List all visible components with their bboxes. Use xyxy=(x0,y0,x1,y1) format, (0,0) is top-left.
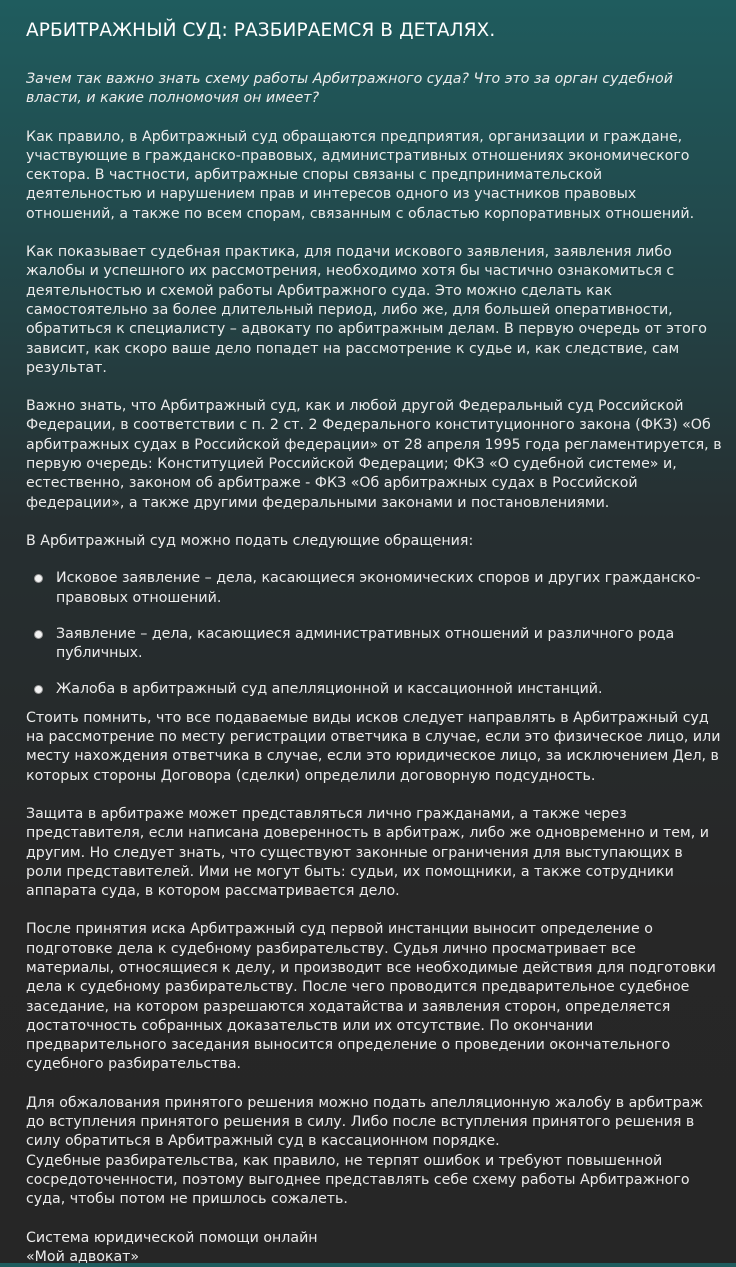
list-intro: В Арбитражный суд можно подать следующие обращения: xyxy=(26,532,474,549)
closing-paragraph: Судебные разбирательства, как правило, не терпят ошибок и требуют повышенной сосредоточенности, поэтому выгоднее представлять себе схему работы Арбитражного суда, чтобы потом не пришлось сожалеть. xyxy=(26,1152,690,1208)
list-item-text: Жалоба в арбитражный суд апелляционной и кассационной инстанций. xyxy=(56,681,603,698)
paragraph: Как показывает судебная практика, для подачи искового заявления, заявления либо жалобы и успешного их рассмотрения, необходимо хотя бы частично ознакомиться с деятельностью и схемой работы Арбитражного суда. Это можно сделать как самостоятельно за более длительный период, либо же, для большей оперативности, обратиться к специалисту – адвокату по арбитражным делам. В первую очередь от этого зависит, как скоро ваше дело попадет на рассмотрение к судье и, как следствие, сам результат. xyxy=(26,244,707,376)
paragraph: Для обжалования принятого решения можно подать апелляционную жалобу в арбитраж до вступления принятого решения в силу. Либо после вступления принятого решения в силу обратиться в Арбитражный суд в кассационном порядке. xyxy=(26,1094,704,1150)
list-item xyxy=(26,680,722,699)
paragraph: Важно знать, что Арбитражный суд, как и любой другой Федеральный суд Российской Федерации, в соответствии с п. 2 ст. 2 Федерального конституционного закона (ФКЗ) «Об арбитражных судах в Российской федерации» от 28 апреля 1995 года регламентируется, в первую очередь: Конституцией Российской Федерации; ФКЗ «О судебной системе» и, естественно, законом об арбитраже - ФКЗ «Об арбитражных судах в Российской федерации», а также другими федеральными законами и постановлениями. xyxy=(26,398,722,511)
list-item xyxy=(26,625,722,664)
claim-types-list xyxy=(26,569,722,699)
bullet-icon xyxy=(35,686,42,693)
list-item-text: Заявление – дела, касающиеся административных отношений и различного рода публичных. xyxy=(56,625,675,662)
list-item xyxy=(26,569,722,608)
bullet-icon xyxy=(35,575,42,582)
paragraph: После принятия иска Арбитражный суд первой инстанции выносит определение о подготовке дела к судебному разбирательству. Судья лично просматривает все материалы, относящиеся к делу, и производит все необходимые действия для подготовки дела к судебному разбирательству. После чего проводится предварительное судебное заседание, на котором разрешаются ходатайства и заявления сторон, определяется достаточность собранных доказательств или их отсутствие. По окончании предварительного заседания выносится определение о проведении окончательного судебного разбирательства. xyxy=(26,921,716,1073)
paragraph: Защита в арбитраже может представляться лично гражданами, а также через представителя, если написана доверенность в арбитраж, либо же одновременно и тем, и другим. Но следует знать, что существуют законные ограничения для выступающих в роли представителей. Ими не могут быть: судьи, их помощники, а также сотрудники аппарата суда, в котором рассматривается дело. xyxy=(26,805,709,900)
article-title: АРБИТРАЖНЫЙ СУД: РАЗБИРАЕМСЯ В ДЕТАЛЯХ. xyxy=(26,20,496,41)
bullet-icon xyxy=(35,631,42,638)
list-item-text: Исковое заявление – дела, касающиеся экономических споров и других гражданско-правовых отношений. xyxy=(56,570,701,606)
signature-line: Система юридической помощи онлайн xyxy=(26,1229,318,1246)
paragraph: Стоить помнить, что все подаваемые виды исков следует направлять в Арбитражный суд на рассмотрение по месту регистрации ответчика в случае, если это физическое лицо, или месту нахождения ответчика в случае, если это юридическое лицо, за исключением Дел, в которых стороны Договора (сделки) определили договорную подсудность. xyxy=(26,709,721,784)
paragraph: Как правило, в Арбитражный суд обращаются предприятия, организации и граждане, участвующие в гражданско-правовых, административных отношениях экономического сектора. В частности, арбитражные споры связаны с предпринимательской деятельностью и нарушением прав и интересов одного из участников правовых отношений, а также по всем спорам, связанным с областью корпоративных отношений. xyxy=(26,128,695,222)
article-intro: Зачем так важно знать схему работы Арбитражного суда? Что это за орган судебной власти, и какие полномочия он имеет? xyxy=(26,71,673,107)
signature-brand: «Мой адвокат» xyxy=(26,1248,140,1265)
